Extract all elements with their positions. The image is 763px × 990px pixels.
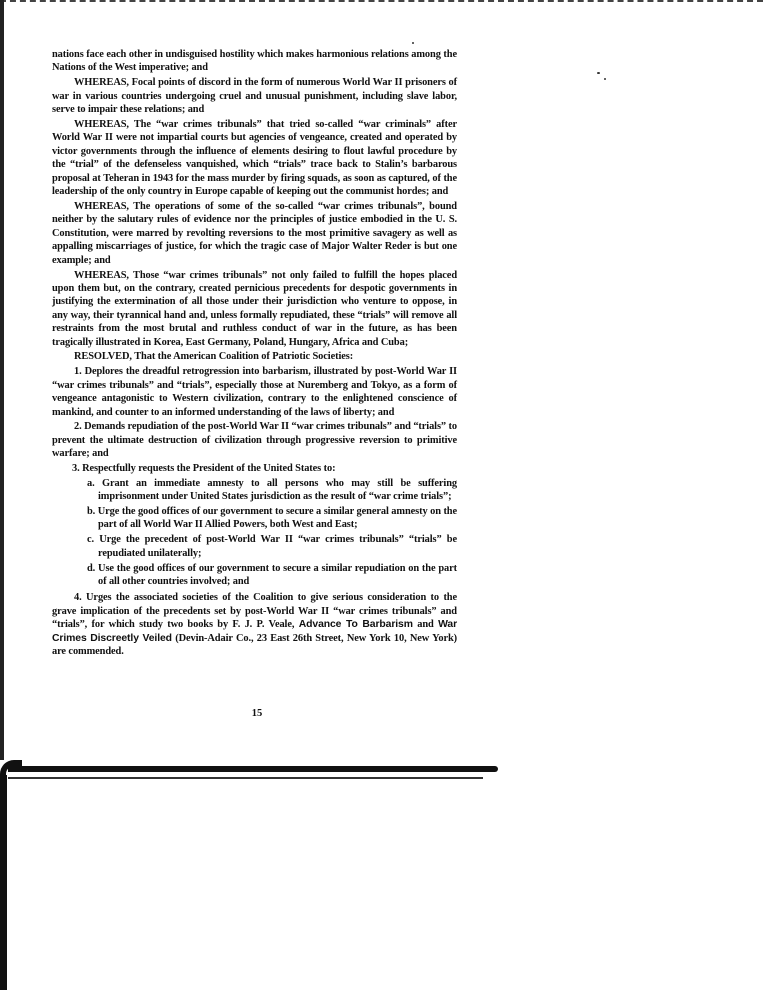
paragraph: nations face each other in undisguised hostility which makes harmonious relations among the Nations of the West imperative; and [52, 49, 457, 74]
final-text: (Devin-Adair Co., 23 East 26th Street, New York 10, New York) are commended. [52, 632, 457, 657]
page-number: 15 [251, 708, 263, 719]
resolved-heading: RESOLVED, That the American Coalition of Patriotic Societies: [74, 351, 354, 363]
scan-rule-thin [8, 777, 483, 779]
sub-item-list [52, 477, 457, 589]
scan-speck [597, 72, 600, 74]
scan-corner-mark [0, 760, 22, 790]
scan-left-edge [0, 0, 4, 760]
book-title: Advance To Barbarism [298, 619, 413, 631]
paragraph: WHEREAS, The operations of some of the so-called “war crimes tribunals”, bound neither by the salutary rules of evidence nor the principles of justice embodied in the U. S. Constitution, were marred by revolting reversions to the most primitive savagery as well as appalling miscarriages of justice, for which the tragic case of Major Walter Reder is but one example; and [52, 200, 457, 266]
sub-item: a. Grant an immediate amnesty to all persons who may still be suffering imprisonment under United States jurisdiction as the result of “war crime trials”; [87, 477, 457, 502]
resolution-item [52, 591, 457, 658]
final-text: 4. Urges the associated societies of the Coalition to give serious consideration to the grave implication of the precedents set by post-World War II “war crimes tribunals” and “trials”, for which study two books by F. J. P. Veale, [52, 592, 457, 631]
scan-left-edge-lower [0, 775, 7, 990]
document-body [52, 48, 457, 660]
scan-rule-thick [8, 766, 498, 772]
sub-item: b. Urge the good offices of our government to secure a similar general amnesty on the part of all World War II Allied Powers, both West and East; [87, 505, 457, 531]
paragraph: WHEREAS, Focal points of discord in the form of numerous World War II prisoners of war in various countries undergoing cruel and unusual punishment, including slave labor, serve to impair these relations; and [52, 77, 457, 116]
paragraph: WHEREAS, Those “war crimes tribunals” not only failed to fulfill the hopes placed upon them but, on the contrary, created pernicious precedents for despotic governments in justifying the extermination of all those under their jurisdiction who venture to oppose, in any way, their tyrannical hand and, unless formally repudiated, these “trials” will remove all restraints from the most brutal and ruthless conduct of war in the future, as has been tragically illustrated in Korea, East Germany, Poland, Hungary, Africa and Cuba; [52, 269, 457, 348]
final-text: and [417, 619, 434, 631]
paragraph: WHEREAS, The “war crimes tribunals” that tried so-called “war criminals” after World War II were not impartial courts but agencies of vengeance, created and operated by victor governments through the influence of elements desiring to flout lawful procedure by the “trial” of the defenseless vanquished, which “trials” trace back to Stalin’s barbarous proposal at Teheran in 1943 for the mass murder by firing squads, as soon as captured, of the leadership of the only country in Europe capable of keeping out the communist hordes; and [52, 119, 457, 198]
scan-top-edge [0, 0, 763, 2]
resolution-item: 3. Respectfully requests the President of the United States to: [72, 463, 336, 475]
resolution-item: 2. Demands repudiation of the post-World War II “war crimes tribunals” and “trials” to prevent the ultimate destruction of civilization through progressive reversion to primitive warfare; and [52, 421, 457, 460]
book-title: War Crimes Discreetly Veiled [52, 619, 458, 644]
sub-item: c. Urge the precedent of post-World War II “war crimes tribunals” “trials” be repudiated unilaterally; [87, 534, 457, 559]
scan-speck [604, 78, 606, 80]
scan-speck [412, 42, 414, 44]
resolution-item: 1. Deplores the dreadful retrogression into barbarism, illustrated by post-World War II “war crimes tribunals” and “trials”, especially those at Nuremberg and Tokyo, as a form of vengeance antagonistic to Western civilization, contrary to the enlightened conscience of mankind, and counter to an informed understanding of the laws of liberty; and [52, 366, 457, 418]
sub-item: d. Use the good offices of our government to secure a similar repudiation on the part of all other countries involved; and [87, 562, 457, 587]
